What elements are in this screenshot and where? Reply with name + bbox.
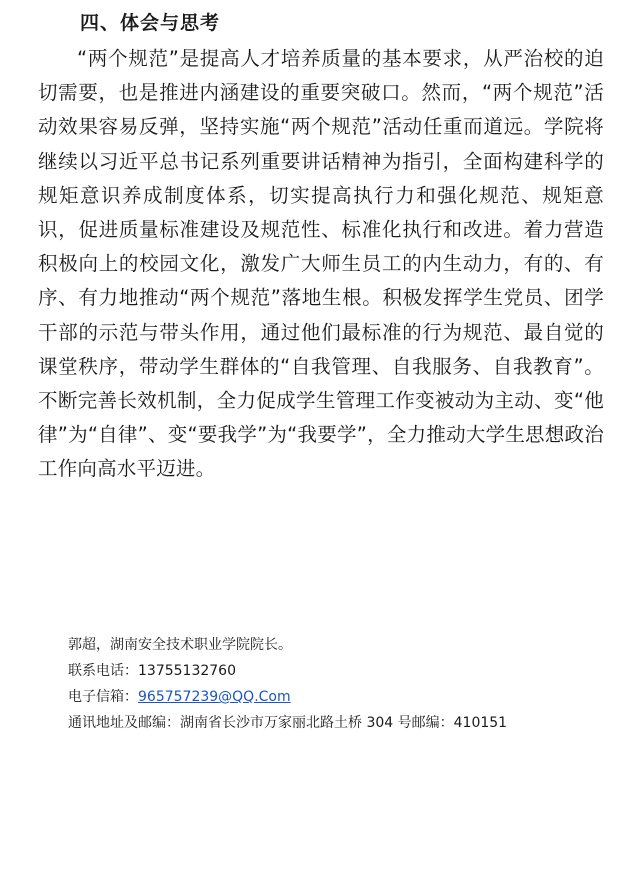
contact-phone-line xyxy=(68,658,608,684)
section-title: 四、体会与思考 xyxy=(80,12,221,34)
address-text: 湖南省长沙市万家丽北路土桥 304 号邮编： xyxy=(180,715,454,731)
article xyxy=(38,6,604,487)
email-link[interactable]: 965757239@QQ.Com xyxy=(138,689,291,705)
phone-label: 联系电话： xyxy=(68,663,138,679)
phone-number: 13755132760 xyxy=(138,663,236,679)
postcode: 410151 xyxy=(453,715,508,731)
body-paragraph: “两个规范”是提高人才培养质量的基本要求，从严治校的迫切需要，也是推进内涵建设的重要突破口。然而，“两个规范”活动效果容易反弹，坚持实施“两个规范”活动任重而道远。学院将继续以习近平总书记系列重要讲话精神为指引，全面构建科学的规矩意识养成制度体系，切实提高执行力和强化规范、规矩意识，促进质量标准建设及规范性、标准化执行和改进。着力营造积极向上的校园文化，激发广大师生员工的内生动力，有的、有序、有力地推动“两个规范”落地生根。积极发挥学生党员、团学干部的示范与带头作用，通过他们最标准的行为规范、最自觉的课堂秩序，带动学生群体的“自我管理、自我服务、自我教育”。不断完善长效机制，全力促成学生管理工作变被动为主动、变“他律”为“自律”、变“要我学”为“我要学”，全力推动大学生思想政治工作向高水平迈进。 xyxy=(38,47,604,481)
email-label: 电子信箱： xyxy=(68,689,138,705)
author-bio: 郭超，湖南安全技术职业学院院长。 xyxy=(68,637,292,653)
contact-address-line xyxy=(68,710,608,736)
contact-email-line xyxy=(68,684,608,710)
author-info xyxy=(68,632,608,736)
address-label: 通讯地址及邮编： xyxy=(68,715,180,731)
